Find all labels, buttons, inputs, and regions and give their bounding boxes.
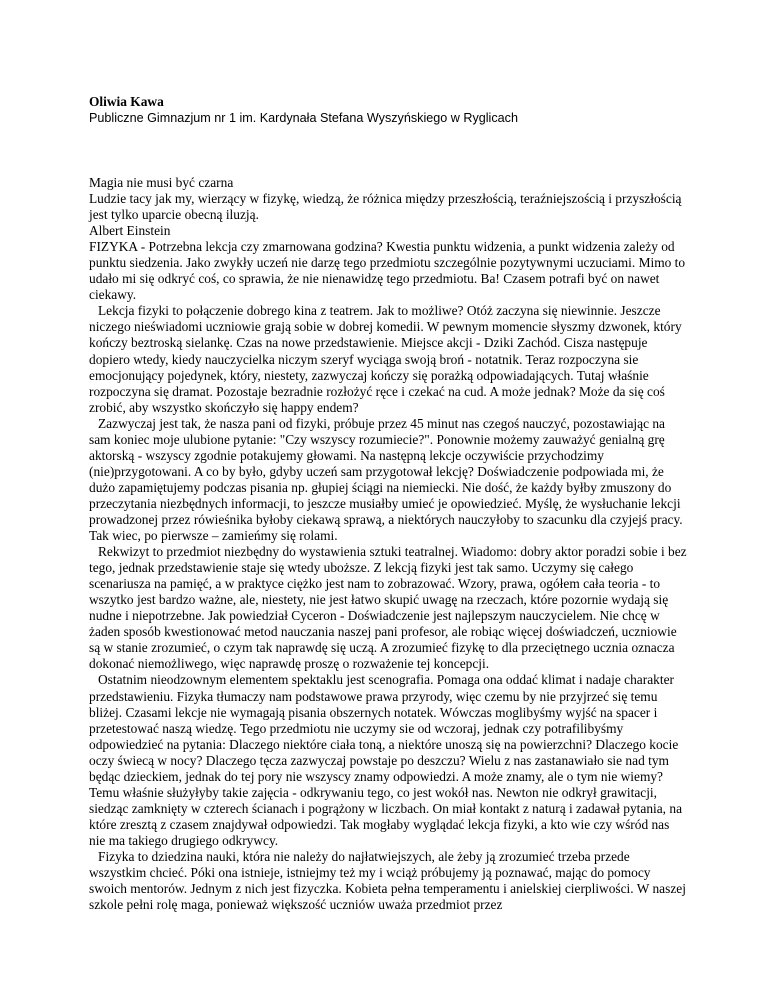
document-page [89, 94, 689, 913]
author-name: Oliwia Kawa [89, 94, 164, 109]
essay-title: Magia nie musi być czarna [89, 175, 234, 190]
essay-body [89, 175, 689, 913]
paragraph: Ostatnim nieodzownym elementem spektaklu jest scenografia. Pomaga ona oddać klimat i nadaje charakter przedstawieniu. Fizyka tłumaczy nam podstawowe prawa przyrody, więc czemu by nie przyjrzeć się temu bliżej. Czasami lekcje nie wymagają pisania obszernych notatek. Wówczas moglibyśmy wyjść na spacer i przetestować naszą wiedzę. Tego przedmiotu nie uczymy sie od wczoraj, jednak czy potrafilibyśmy odpowiedzieć na pytania: Dlaczego niektóre ciała toną, a niektóre unoszą się na powierzchni? Dlaczego kocie oczy świecą w nocy? Dlaczego tęcza zazwyczaj powstaje po deszczu? Wielu z nas zastanawiało sie nad tym będąc dzieckiem, jednak do tej pory nie wszyscy znamy odpowiedzi. A może znamy, ale o tym nie wiemy? Temu właśnie służyłyby takie zajęcia - odkrywaniu tego, co jest wokół nas. Newton nie odkrył grawitacji, siedząc zamknięty w czterech ścianach i pogrążony w liczbach. On miał kontakt z naturą i zadawał pytania, na które zresztą z czasem znajdywał odpowiedzi. Tak mogłaby wyglądać lekcja fizyki, a kto wie czy wśród nas nie ma takiego drugiego odkrywcy. [89, 672, 683, 848]
paragraph: FIZYKA - Potrzebna lekcja czy zmarnowana godzina? Kwestia punktu widzenia, a punkt widzenia zależy od punktu siedzenia. Jako zwykły uczeń nie darzę tego przedmiotu szczególnie pozytywnymi uczuciami. Mimo to udało mi się odkryć coś, co sprawia, że nie nienawidzę tego przedmiotu. Ba! Czasem potrafi być on nawet ciekawy. [89, 239, 686, 303]
paragraph: Zazwyczaj jest tak, że nasza pani od fizyki, próbuje przez 45 minut nas czegoś nauczyć, pozostawiając na sam koniec moje ulubione pytanie: "Czy wszyscy rozumiecie?". Ponownie możemy zauważyć genialną grę aktorską - wszyscy zgodnie potakujemy głowami. Na następną lekcje oczywiście przychodzimy (nie)przygotowani. A co by było, gdyby uczeń sam przygotował lekcję? Doświadczenie podpowiada mi, że dużo zapamiętujemy podczas pisania np. głupiej ściągi na niemiecki. Nie dość, że każdy byłby zmuszony do przeczytania niezbędnych informacji, to jeszcze musiałby umieć je opowiedzieć. Myślę, że wysłuchanie lekcji prowadzonej przez rówieśnika byłoby ciekawą sprawą, a niektórych nauczyłoby to szacunku dla czyjejś pracy. Tak wiec, po pierwsze – zamieńmy się rolami. [89, 415, 683, 544]
paragraph: Lekcja fizyki to połączenie dobrego kina z teatrem. Jak to możliwe? Otóż zaczyna się niewinnie. Jeszcze niczego nieświadomi uczniowie grają sobie w dobrej komedii. W pewnym momencie słyszmy dzwonek, który kończy beztroską sielankę. Czas na nowe przedstawienie. Miejsce akcji - Dziki Zachód. Cisza następuje dopiero wtedy, kiedy nauczycielka niczym szeryf wyciąga swoją broń - notatnik. Teraz rozpoczyna sie emocjonujący pojedynek, który, niestety, zazwyczaj kończy się porażką odpowiadających. Tutaj właśnie rozpoczyna się dramat. Pozostaje bezradnie rozłożyć ręce i czekać na cud. A może jednak? Może da się coś zrobić, aby wszystko skończyło się happy endem? [89, 303, 682, 415]
epigraph-author: Albert Einstein [89, 223, 171, 239]
paragraph: Rekwizyt to przedmiot niezbędny do wystawienia sztuki teatralnej. Wiadomo: dobry aktor poradzi sobie i bez tego, jednak przedstawienie staje się wtedy uboższe. Z lekcją fizyki jest tak samo. Uczymy się całego scenariusza na pamięć, a w praktyce ciężko jest nam to zobrazować. Wzory, prawa, ogółem cała teoria - to wszytko jest bardzo ważne, ale, niestety, nie jest łatwo skupić uwagę na rzeczach, które pozornie wydają się nudne i niepotrzebne. Jak powiedział Cyceron - Doświadczenie jest najlepszym nauczycielem. Nie chcę w żaden sposób kwestionować metod nauczania naszej pani profesor, ale robiąc więcej doświadczeń, uczniowie są w stanie zrozumieć, o czym tak naprawdę się uczą. A zrozumieć fizykę to dla przeciętnego ucznia oznacza dokonać niemożliwego, więc naprawdę proszę o rozważenie tej koncepcji. [89, 544, 687, 672]
epigraph-quote: Ludzie tacy jak my, wierzący w fizykę, wiedzą, że różnica między przeszłością, teraźniejszością i przyszłością jest tylko uparcie obecną iluzją. [89, 191, 682, 223]
school-name: Publiczne Gimnazjum nr 1 im. Kardynała Stefana Wyszyńskiego w Ryglicach [89, 111, 518, 125]
paragraph: Fizyka to dziedzina nauki, która nie należy do najłatwiejszych, ale żeby ją zrozumieć trzeba przede wszystkim chcieć. Póki ona istnieje, istniejmy też my i wciąż próbujemy ją poznawać, mając do pomocy swoich mentorów. Jednym z nich jest fizyczka. Kobieta pełna temperamentu i anielskiej cierpliwości. W naszej szkole pełni rolę maga, ponieważ większość uczniów uważa przedmiot przez [89, 848, 686, 913]
